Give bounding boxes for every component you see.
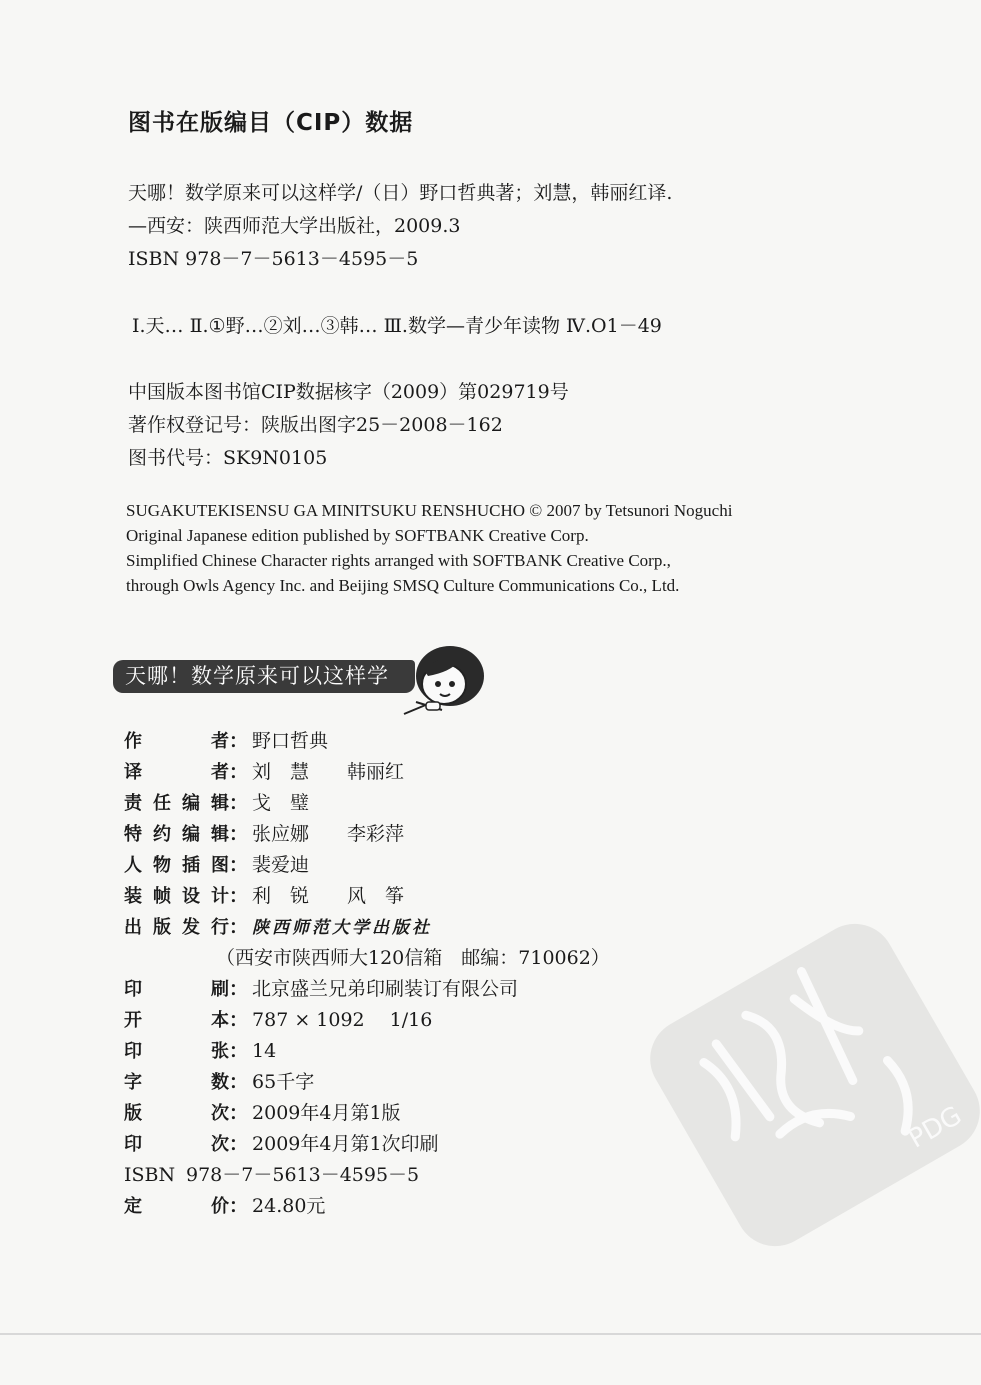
credit-value: 2009年4月第1次印刷: [252, 1133, 439, 1155]
credit-value: 787 × 1092 1/16: [252, 1009, 433, 1031]
credit-label: 字数: [124, 1072, 229, 1093]
cip-number: 中国版本图书馆CIP数据核字（2009）第029719号: [128, 381, 569, 403]
rights-line: SUGAKUTEKISENSU GA MINITSUKU RENSHUCHO © 2007 by Tetsunori Noguchi: [126, 501, 733, 520]
credit-value: （西安市陕西师大120信箱 邮编：710062）: [216, 947, 610, 969]
credit-row: 开本： 787 × 1092 1/16: [124, 1005, 432, 1036]
credit-row: 装帧设计： 利 锐 风 筝: [124, 881, 404, 912]
credit-value: 戈 璧: [252, 792, 310, 814]
credit-value: 14: [252, 1040, 277, 1062]
cip-book-info: 天哪！数学原来可以这样学/（日）野口哲典著；刘慧，韩丽红译.: [128, 182, 673, 204]
credit-row: 印次： 2009年4月第1次印刷: [124, 1129, 439, 1160]
credit-row: 定价： 24.80元: [124, 1191, 325, 1222]
credit-row: 印刷： 北京盛兰兄弟印刷装订有限公司: [124, 974, 518, 1005]
credit-row: 字数： 65千字: [124, 1067, 314, 1098]
credit-label: 开本: [124, 1010, 229, 1031]
rights-line: Original Japanese edition published by SOFTBANK Creative Corp.: [126, 526, 589, 545]
credit-value: 张应娜 李彩萍: [252, 823, 405, 845]
credit-label: 印次: [124, 1134, 229, 1155]
credit-value: 2009年4月第1版: [252, 1102, 401, 1124]
seal-watermark: [640, 920, 981, 1250]
credit-row: 版次： 2009年4月第1版: [124, 1098, 401, 1129]
credit-label: 装帧设计: [124, 886, 229, 907]
credit-value: 利 锐 风 筝: [252, 885, 405, 907]
credit-label: 作者: [124, 731, 229, 752]
credit-value: 65千字: [252, 1071, 315, 1093]
credit-label: 定价: [124, 1196, 229, 1217]
credit-label: 译者: [124, 762, 229, 783]
credit-label: 责任编辑: [124, 793, 229, 814]
credit-row: 特约编辑： 张应娜 李彩萍: [124, 819, 404, 850]
cip-title: 图书在版编目（CIP）数据: [128, 110, 414, 136]
page-bottom-divider: [0, 1333, 981, 1335]
book-code: 图书代号：SK9N0105: [128, 447, 328, 469]
credit-row: 出版发行： 陕西师范大学出版社: [124, 912, 432, 943]
book-title-banner: 天哪！数学原来可以这样学: [113, 660, 415, 693]
credit-label: ISBN: [124, 1164, 176, 1186]
credit-value: 裴爱迪: [252, 854, 310, 876]
credit-value: 北京盛兰兄弟印刷装订有限公司: [252, 978, 519, 1000]
cip-isbn: ISBN 978－7－5613－4595－5: [128, 248, 419, 270]
credit-value: 978－7－5613－4595－5: [186, 1164, 420, 1186]
credit-row: 作者： 野口哲典: [124, 726, 328, 757]
credit-value: 刘 慧 韩丽红: [252, 761, 405, 783]
cip-classification: Ⅰ.天… Ⅱ.①野…②刘…③韩… Ⅲ.数学—青少年读物 Ⅳ.O1－49: [132, 315, 662, 337]
credit-value: 野口哲典: [252, 730, 329, 752]
credit-value: 24.80元: [252, 1195, 326, 1217]
credit-label: 人物插图: [124, 855, 229, 876]
credit-row: [124, 1160, 419, 1191]
credit-row: 人物插图： 裴爱迪: [124, 850, 309, 881]
credit-label: 印张: [124, 1041, 229, 1062]
credit-label: 版次: [124, 1103, 229, 1124]
credit-row: 责任编辑： 戈 璧: [124, 788, 309, 819]
mascot-illustration: [398, 640, 490, 720]
cip-publisher-info: —西安：陕西师范大学出版社，2009.3: [128, 215, 461, 237]
credit-label: 出版发行: [124, 917, 229, 938]
watermark-text: PDG: [903, 1100, 968, 1155]
credit-row: 印张： 14: [124, 1036, 276, 1067]
publisher-address: [216, 943, 610, 974]
credit-label: 印刷: [124, 979, 229, 1000]
credit-value: 陕西师范大学出版社: [252, 918, 433, 938]
rights-line: Simplified Chinese Character rights arranged with SOFTBANK Creative Corp.,: [126, 551, 671, 570]
copyright-registration: 著作权登记号：陕版出图字25－2008－162: [128, 414, 503, 436]
credit-label: 特约编辑: [124, 824, 229, 845]
credit-row: 译者： 刘 慧 韩丽红: [124, 757, 404, 788]
rights-line: through Owls Agency Inc. and Beijing SMSQ Culture Communications Co., Ltd.: [126, 576, 680, 595]
